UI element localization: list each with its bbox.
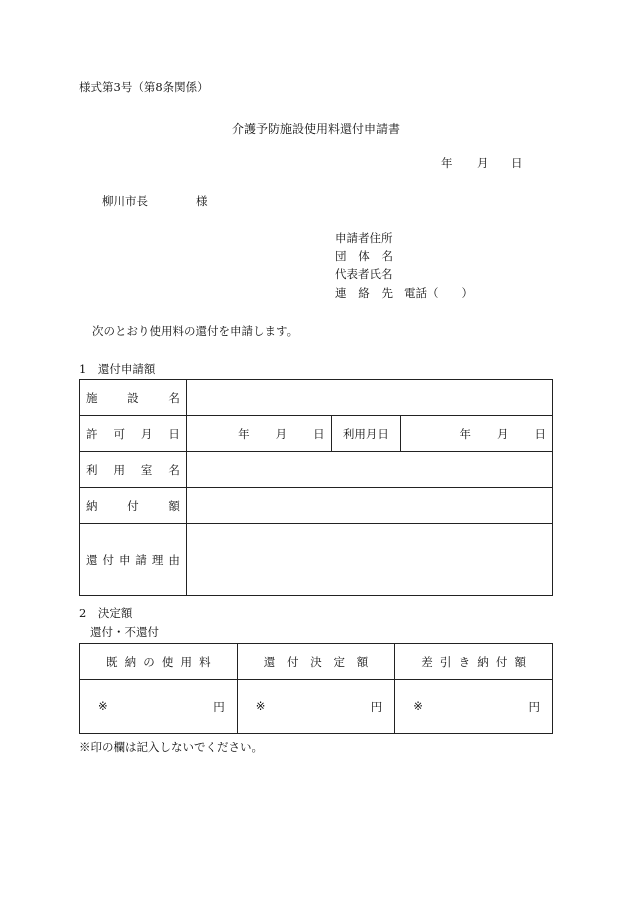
form-number: 様式第3号（第8条関係） [79, 80, 209, 94]
day-label: 日 [534, 426, 546, 441]
reason-value-cell[interactable] [186, 524, 552, 596]
payment-label [80, 488, 187, 524]
char: 由 [168, 552, 180, 567]
table-row [80, 452, 553, 488]
char: 付 [102, 552, 114, 567]
refund-amount-value-cell[interactable] [237, 680, 395, 734]
applicant-contact-label [335, 285, 393, 301]
year-label: 年 [238, 426, 250, 441]
table-row [80, 680, 553, 734]
char: 額 [168, 498, 180, 513]
refund-request-table [79, 379, 553, 596]
char: 用 [180, 654, 192, 669]
addressee-name: 柳川市長 [102, 194, 148, 208]
applicant-representative-label: 代表者氏名 [335, 267, 393, 281]
char: 使 [161, 654, 174, 669]
char: 施 [86, 390, 98, 405]
month-label: 月 [497, 426, 509, 441]
yen-unit: 円 [370, 699, 383, 714]
char: 理 [151, 552, 164, 567]
table-row [80, 380, 553, 416]
char: 名 [381, 249, 393, 263]
paid-fee-header [80, 644, 238, 680]
refund-amount-header [237, 644, 395, 680]
year-label: 年 [459, 426, 471, 441]
day-label: 日 [313, 426, 325, 441]
room-label [80, 452, 187, 488]
char: 定 [333, 654, 345, 669]
facility-value-cell[interactable] [186, 380, 552, 416]
char: 付 [495, 654, 508, 669]
char: 月 [140, 426, 153, 441]
yen-unit: 円 [528, 699, 540, 714]
paid-fee-value-cell[interactable] [80, 680, 238, 734]
char: 納 [477, 654, 489, 669]
char: 納 [86, 498, 98, 513]
intro-text: 次のとおり使用料の還付を申請します。 [92, 324, 299, 338]
char: 既 [106, 654, 118, 669]
char: 名 [168, 462, 180, 477]
char: 申 [118, 552, 131, 567]
use-date-value-cell[interactable] [401, 416, 553, 452]
net-payment-header [395, 644, 553, 680]
payment-value-cell[interactable] [186, 488, 552, 524]
char: 室 [140, 462, 153, 477]
net-payment-value-cell[interactable] [395, 680, 553, 734]
date-year-label: 年 [441, 156, 453, 170]
reference-mark: ※ [98, 698, 108, 713]
char: 差 [421, 654, 433, 669]
char: の [143, 654, 155, 669]
date-day-label: 日 [511, 156, 523, 170]
char: 付 [286, 654, 299, 669]
char: 還 [263, 654, 276, 669]
char: 連 [335, 286, 347, 300]
char: 料 [199, 654, 211, 669]
reference-mark: ※ [255, 698, 266, 713]
char: 請 [135, 552, 147, 567]
applicant-address-label: 申請者住所 [335, 231, 393, 245]
char: 決 [310, 654, 322, 669]
char: 付 [127, 498, 139, 513]
char: 用 [113, 462, 125, 477]
facility-label [80, 380, 187, 416]
permit-date-value-cell[interactable] [186, 416, 331, 452]
decision-table [79, 643, 553, 734]
char: 納 [124, 654, 137, 669]
permit-date-label [80, 416, 187, 452]
char: 名 [168, 390, 180, 405]
char: 額 [514, 654, 526, 669]
char: 団 [335, 249, 347, 263]
char: 引 [439, 654, 452, 669]
use-date-label: 利用月日 [331, 416, 401, 452]
char: 額 [356, 654, 369, 669]
char: 設 [127, 390, 139, 405]
footnote: ※印の欄は記入しないでください。 [79, 740, 263, 754]
char: き [458, 654, 471, 669]
yen-unit: 円 [213, 699, 225, 714]
applicant-org-label [335, 248, 393, 264]
date-month-label: 月 [477, 156, 489, 170]
table-row [80, 488, 553, 524]
table-row [80, 644, 553, 680]
char: 体 [358, 249, 370, 263]
document-title: 介護予防施設使用料還付申請書 [232, 122, 401, 136]
reason-label [80, 524, 187, 596]
applicant-phone-label: 電話（ ） [404, 286, 473, 300]
reference-mark: ※ [413, 698, 423, 713]
addressee-honorific: 様 [196, 194, 208, 208]
char: 利 [86, 462, 98, 477]
char: 絡 [358, 286, 370, 300]
section2-subheading: 還付・不還付 [90, 625, 159, 639]
section2-heading: 2 決定額 [79, 606, 133, 620]
section1-heading: 1 還付申請額 [79, 362, 156, 376]
room-value-cell[interactable] [186, 452, 552, 488]
char: 日 [168, 426, 180, 441]
char: 可 [113, 426, 125, 441]
table-row [80, 416, 553, 452]
char: 許 [86, 426, 98, 441]
month-label: 月 [275, 426, 288, 441]
char: 先 [381, 286, 393, 300]
table-row [80, 524, 553, 596]
char: 還 [86, 552, 98, 567]
